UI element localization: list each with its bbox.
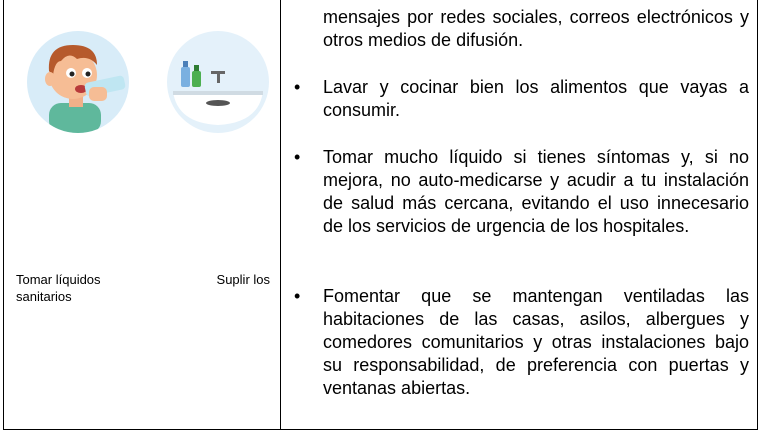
list-item: Tomar mucho líquido si tienes síntomas y, si no mejora, no auto-medicarse y acudir a tu instalación de salud más cercana, evitando el uso innecesario de los servicios de urgencia de los hospitales. — [323, 147, 749, 236]
content-table — [3, 0, 758, 430]
recommendations-cell — [281, 0, 757, 429]
list-item-continuation: mensajes por redes sociales, correos electrónicos y otros medios de difusión. — [323, 7, 749, 50]
bullet-icon: • — [294, 286, 301, 306]
list-item: Lavar y cocinar bien los alimentos que vayas a consumir. — [323, 77, 749, 120]
caption-left-line2: sanitarios — [16, 289, 72, 304]
caption-drink-liquids — [16, 271, 136, 305]
list-item: Fomentar que se mantengan ventiladas las habitaciones de las casas, asilos, albergues y comedores comunitarios y otras instalaciones bajo su responsabilidad, de preferencia con puertas y ventanas abiertas. — [323, 286, 749, 398]
bullet-icon: • — [294, 147, 301, 167]
caption-left-line1: Tomar líquidos — [16, 272, 101, 287]
caption-supply — [200, 271, 270, 288]
bullet-icon: • — [294, 77, 301, 97]
illustration-cell — [4, 0, 280, 429]
child-drinking-water-icon — [27, 31, 129, 133]
sink-sanitizer-icon — [167, 31, 269, 133]
caption-right-line1: Suplir los — [216, 272, 270, 287]
